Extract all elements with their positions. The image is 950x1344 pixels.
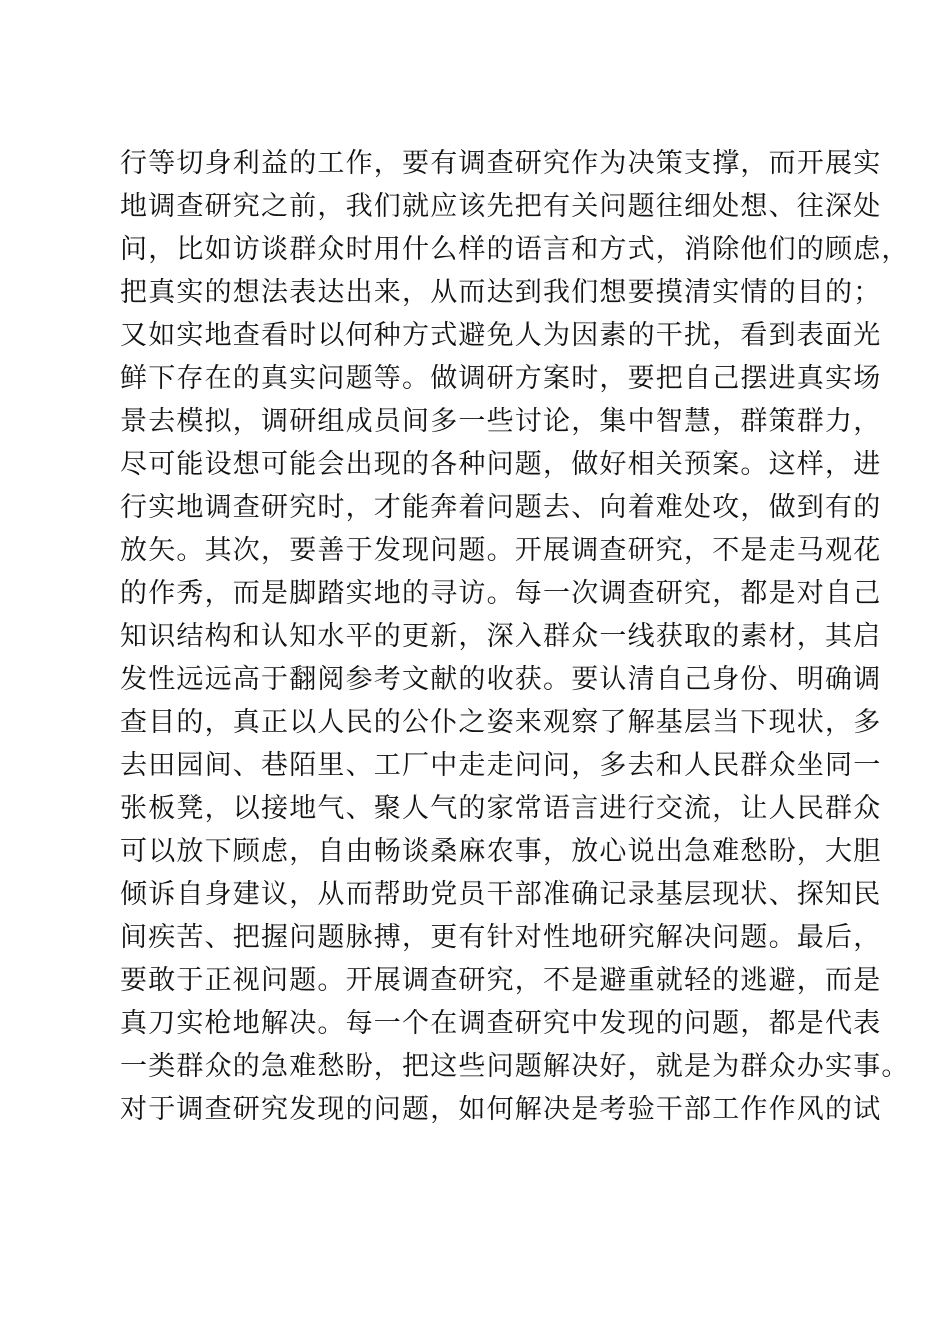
text-line-16: 张板凳，以接地气、聚人气的家常语言进行交流，让人民群众 [120,793,882,824]
text-line-3: 问，比如访谈群众时用什么样的语言和方式，消除他们的顾虑， [120,234,910,265]
text-line-7: 景去模拟，调研组成员间多一些讨论，集中智慧，群策群力， [120,406,882,437]
text-line-22: 一类群众的急难愁盼，把这些问题解决好，就是为群众办实事。 [120,1051,910,1082]
text-line-17: 可以放下顾虑，自由畅谈桑麻农事，放心说出急难愁盼，大胆 [120,836,882,867]
text-line-23: 对于调查研究发现的问题，如何解决是考验干部工作作风的试 [120,1094,882,1125]
text-line-19: 间疾苦、把握问题脉搏，更有针对性地研究解决问题。最后， [120,922,882,953]
text-line-10: 放矢。其次，要善于发现问题。开展调查研究，不是走马观花 [120,535,882,566]
text-line-20: 要敢于正视问题。开展调查研究，不是避重就轻的逃避，而是 [120,965,882,996]
text-line-4: 把真实的想法表达出来，从而达到我们想要摸清实情的目的； [120,277,882,308]
text-line-1: 行等切身利益的工作，要有调查研究作为决策支撑，而开展实 [120,148,882,179]
text-line-8: 尽可能设想可能会出现的各种问题，做好相关预案。这样，进 [120,449,882,480]
text-line-18: 倾诉自身建议，从而帮助党员干部准确记录基层现状、探知民 [120,879,882,910]
text-line-11: 的作秀，而是脚踏实地的寻访。每一次调查研究，都是对自己 [120,578,882,609]
text-line-6: 鲜下存在的真实问题等。做调研方案时，要把自己摆进真实场 [120,363,882,394]
text-line-15: 去田园间、巷陌里、工厂中走走问问，多去和人民群众坐同一 [120,750,882,781]
text-line-14: 查目的，真正以人民的公仆之姿来观察了解基层当下现状，多 [120,707,882,738]
text-line-13: 发性远远高于翻阅参考文献的收获。要认清自己身份、明确调 [120,664,882,695]
text-line-2: 地调查研究之前，我们就应该先把有关问题往细处想、往深处 [120,191,882,222]
text-line-9: 行实地调查研究时，才能奔着问题去、向着难处攻，做到有的 [120,492,882,523]
body-text [120,142,910,1131]
text-line-21: 真刀实枪地解决。每一个在调查研究中发现的问题，都是代表 [120,1008,882,1039]
text-line-12: 知识结构和认知水平的更新，深入群众一线获取的素材，其启 [120,621,882,652]
text-line-5: 又如实地查看时以何种方式避免人为因素的干扰，看到表面光 [120,320,882,351]
